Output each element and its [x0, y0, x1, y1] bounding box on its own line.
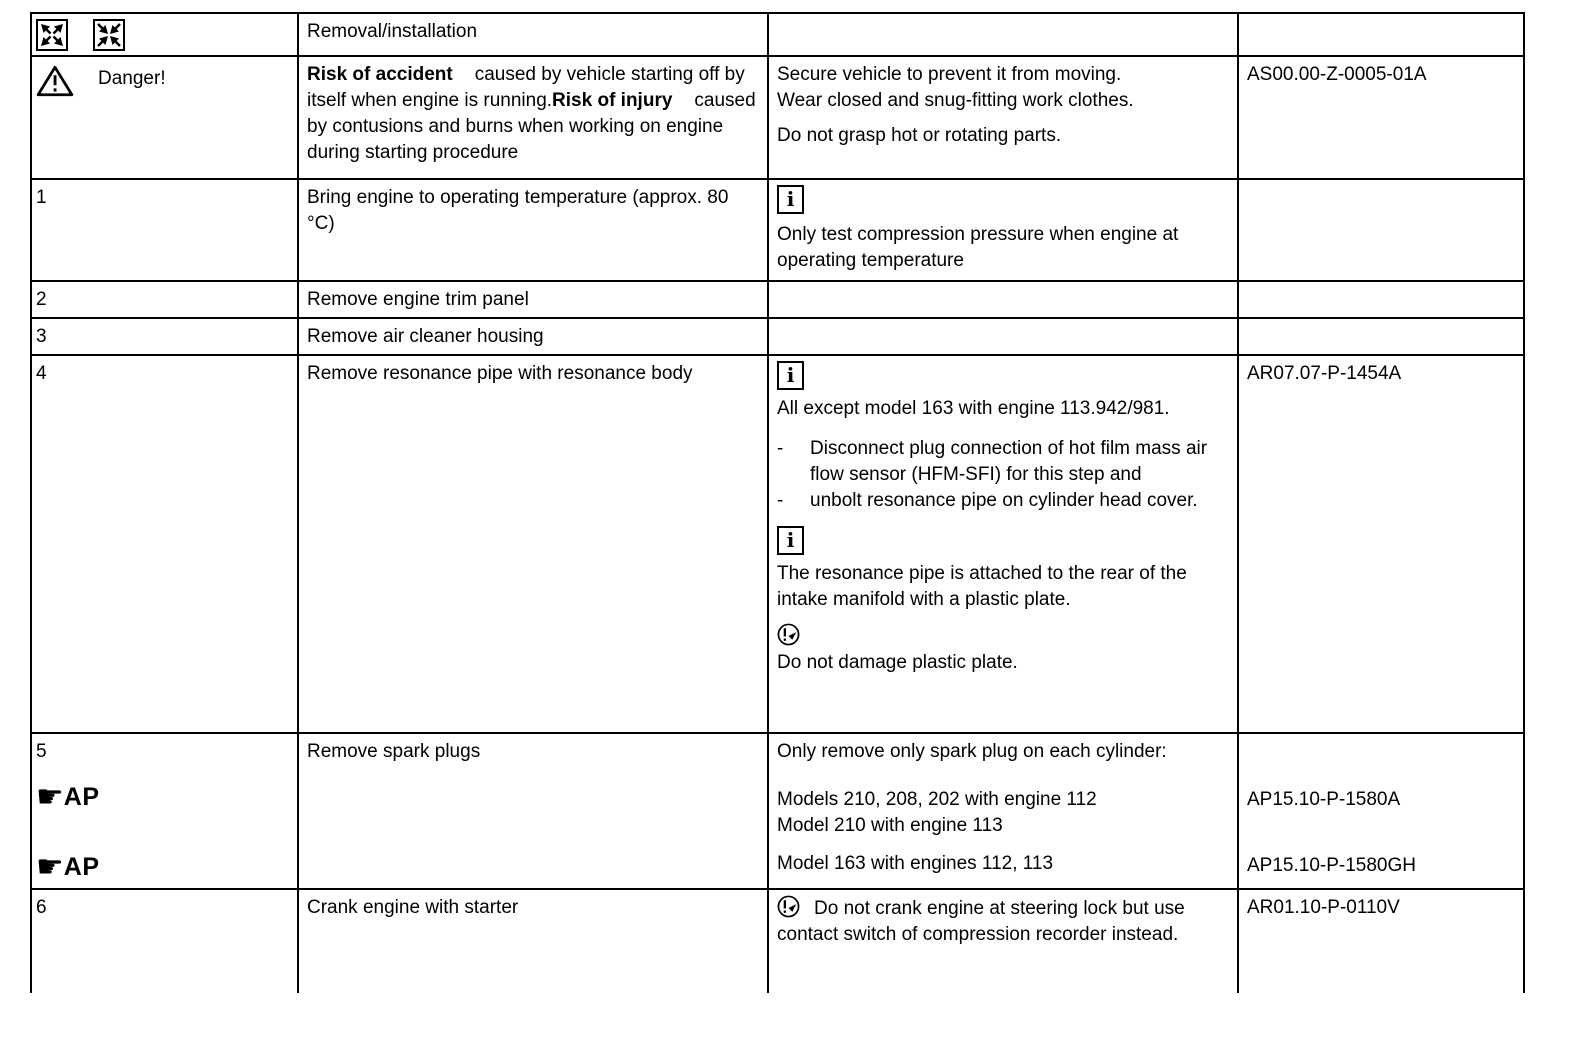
- document-reference[interactable]: AR07.07-P-1454A: [1247, 363, 1402, 384]
- ap-label: AP: [63, 783, 100, 811]
- measure-line: Wear closed and snug-fitting work clothes.: [777, 90, 1134, 111]
- list-item: [777, 436, 1229, 488]
- ap-link[interactable]: [36, 850, 289, 884]
- note-text: All except model 163 with engine 113.942/981.: [777, 398, 1170, 419]
- expand-icon[interactable]: [36, 19, 68, 51]
- window-controls-cell: [31, 13, 298, 56]
- warning-triangle-icon: [36, 64, 74, 106]
- collapse-icon[interactable]: [93, 19, 125, 51]
- danger-risk-cell: [298, 56, 768, 179]
- reference-cell: [1238, 733, 1524, 889]
- procedure-text: Remove spark plugs: [307, 741, 481, 762]
- empty-cell: [768, 281, 1238, 318]
- list-item: [777, 488, 1229, 514]
- info-icon: i: [777, 361, 804, 390]
- note-cell: [768, 889, 1238, 993]
- risk-segment: Risk of injury: [552, 90, 673, 111]
- bullet-marker: -: [777, 490, 784, 511]
- empty-cell: [768, 318, 1238, 355]
- caution-icon: [777, 623, 1229, 650]
- empty-cell: [1238, 318, 1524, 355]
- note-cell: [768, 179, 1238, 281]
- step-number: 3: [36, 326, 47, 347]
- header-title-cell: [298, 13, 768, 56]
- procedure-cell: [298, 733, 768, 889]
- empty-cell: [1238, 179, 1524, 281]
- page-title: Removal/installation: [307, 21, 478, 42]
- note-text: Only remove only spark plug on each cylinder:: [777, 741, 1167, 762]
- reference-cell: [1238, 56, 1524, 179]
- step-number-cell: [31, 355, 298, 733]
- info-icon: i: [777, 526, 804, 555]
- danger-risk-text: [307, 62, 759, 166]
- empty-cell: [768, 13, 1238, 56]
- model-line: Models 210, 208, 202 with engine 112: [777, 789, 1097, 810]
- document-reference[interactable]: AS00.00-Z-0005-01A: [1247, 64, 1427, 85]
- document-reference[interactable]: AP15.10-P-1580GH: [1247, 855, 1416, 876]
- reference-cell: [1238, 355, 1524, 733]
- step-row: [31, 355, 1524, 733]
- caution-text: Do not damage plastic plate.: [777, 652, 1018, 673]
- note-text: Only test compression pressure when engine at operating temperature: [777, 224, 1179, 271]
- bullet-text: unbolt resonance pipe on cylinder head cover.: [810, 490, 1198, 511]
- document-reference[interactable]: AR01.10-P-0110V: [1247, 897, 1400, 918]
- measure-line: Secure vehicle to prevent it from moving.: [777, 64, 1122, 85]
- info-icon: i: [777, 185, 804, 214]
- step-row: [31, 318, 1524, 355]
- procedure-cell: [298, 355, 768, 733]
- step-number: 5: [36, 741, 47, 762]
- procedure-cell: [298, 179, 768, 281]
- step-row: [31, 889, 1524, 993]
- note-cell: [768, 733, 1238, 889]
- risk-segment: caused by contusions and burns when working on engine during starting procedure: [307, 90, 756, 163]
- note-cell: [768, 355, 1238, 733]
- risk-segment: Risk of accident: [307, 64, 453, 85]
- ap-link[interactable]: [36, 780, 289, 814]
- step-row: [31, 179, 1524, 281]
- procedure-text: Remove engine trim panel: [307, 289, 529, 310]
- procedure-cell: [298, 889, 768, 993]
- procedure-table: [30, 12, 1525, 993]
- caution-text-body: Do not crank engine at steering lock but use contact switch of compression recorder instead.: [777, 898, 1185, 945]
- procedure-text: Crank engine with starter: [307, 897, 519, 918]
- step-number-cell: [31, 889, 298, 993]
- step-number: 1: [36, 187, 47, 208]
- reference-cell: [1238, 889, 1524, 993]
- header-row: [31, 13, 1524, 56]
- caution-icon: [777, 898, 800, 919]
- procedure-text: Remove air cleaner housing: [307, 326, 544, 347]
- risk-segment: caused by vehicle starting off by itself when engine is running.: [307, 64, 745, 111]
- step-number-cell: [31, 733, 298, 889]
- danger-label-cell: [31, 56, 298, 179]
- empty-cell: [1238, 13, 1524, 56]
- step-number-cell: [31, 179, 298, 281]
- procedure-text: Bring engine to operating temperature (approx. 80 °C): [307, 187, 729, 234]
- step-number: 2: [36, 289, 47, 310]
- model-line: Model 163 with engines 112, 113: [777, 853, 1054, 874]
- measure-line: Do not grasp hot or rotating parts.: [777, 125, 1062, 146]
- danger-row: [31, 56, 1524, 179]
- model-line: Model 210 with engine 113: [777, 815, 1003, 836]
- step-row: [31, 733, 1524, 889]
- step-number-cell: [31, 281, 298, 318]
- pointing-hand-icon: ☛: [36, 849, 64, 884]
- procedure-cell: [298, 281, 768, 318]
- procedure-cell: [298, 318, 768, 355]
- caution-text: [777, 895, 1229, 948]
- ap-label: AP: [63, 853, 100, 881]
- step-number: 6: [36, 897, 47, 918]
- pointing-hand-icon: ☛: [36, 779, 64, 814]
- note-text: The resonance pipe is attached to the rear of the intake manifold with a plastic plate.: [777, 563, 1187, 610]
- step-row: [31, 281, 1524, 318]
- document-reference[interactable]: AP15.10-P-1580A: [1247, 789, 1401, 810]
- empty-cell: [1238, 281, 1524, 318]
- danger-label: Danger!: [98, 68, 166, 89]
- danger-measures-cell: [768, 56, 1238, 179]
- procedure-text: Remove resonance pipe with resonance body: [307, 363, 693, 384]
- step-number-cell: [31, 318, 298, 355]
- bullet-text: Disconnect plug connection of hot film mass air flow sensor (HFM-SFI) for this step and: [810, 438, 1208, 485]
- bullet-marker: -: [777, 438, 784, 459]
- step-number: 4: [36, 363, 47, 384]
